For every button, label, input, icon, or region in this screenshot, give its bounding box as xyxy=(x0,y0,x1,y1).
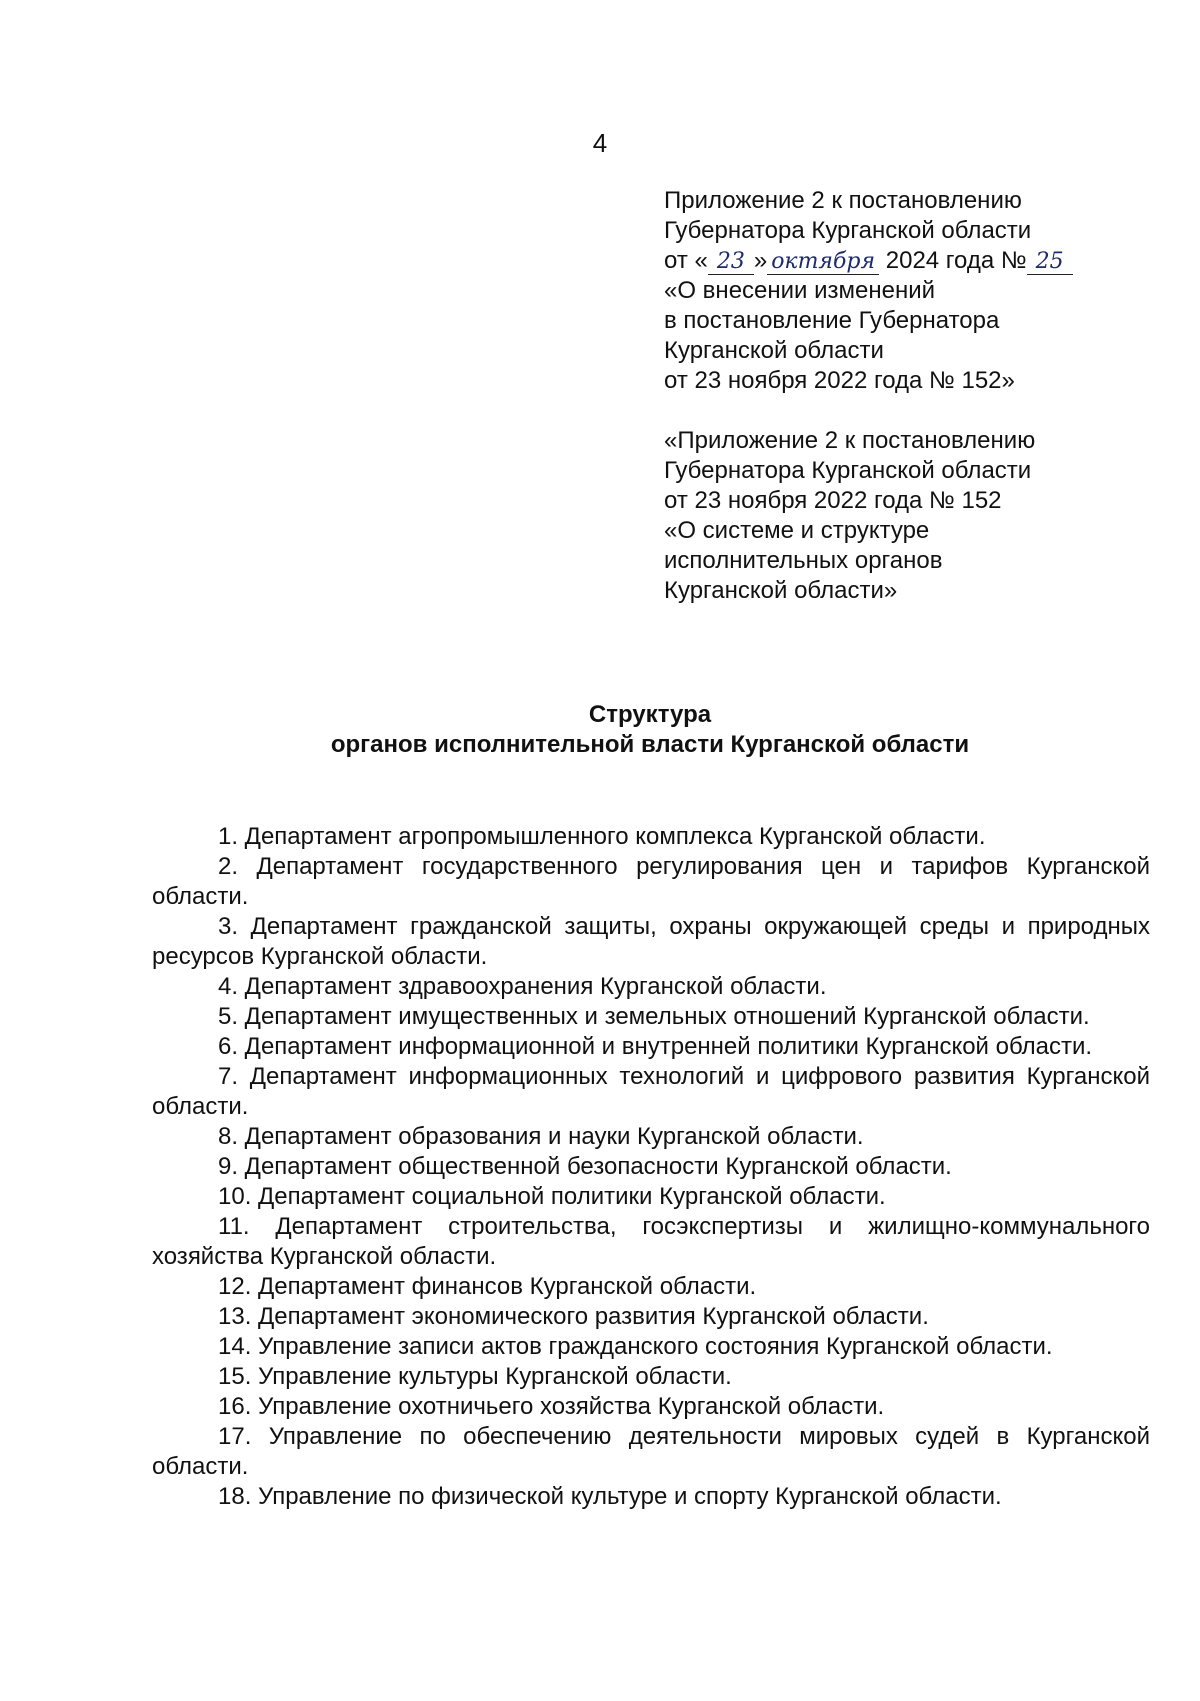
list-item: 16. Управление охотничьего хозяйства Курганской области. xyxy=(218,1393,885,1420)
quote-line: от 23 ноября 2022 года № 152 xyxy=(664,487,1002,514)
list-item: 3. Департамент гражданской защиты, охраны окружающей среды и природных ресурсов Курганской области. xyxy=(152,913,1150,970)
handwritten-number: 25 xyxy=(1027,250,1073,275)
list-item: 11. Департамент строительства, госэкспертизы и жилищно-коммунального хозяйства Курганской области. xyxy=(152,1213,1150,1270)
date-quote-close: » xyxy=(753,247,768,274)
list-item: 2. Департамент государственного регулирования цен и тарифов Курганской области. xyxy=(152,853,1150,910)
date-year: 2024 года № xyxy=(885,247,1027,274)
list-item: 14. Управление записи актов гражданского состояния Курганской области. xyxy=(218,1333,1053,1360)
page-number: 4 xyxy=(592,128,608,158)
list-item: 7. Департамент информационных технологий и цифрового развития Курганской области. xyxy=(152,1063,1150,1120)
appendix-header xyxy=(664,186,1184,606)
appendix-line: Приложение 2 к постановлению xyxy=(664,187,1022,214)
departments-list xyxy=(152,822,1150,1512)
list-item: 9. Департамент общественной безопасности Курганской области. xyxy=(218,1153,952,1180)
spacer xyxy=(664,396,1184,426)
quote-line: «Приложение 2 к постановлению xyxy=(664,427,1036,454)
list-item: 12. Департамент финансов Курганской области. xyxy=(218,1273,757,1300)
document-title xyxy=(0,700,1200,760)
appendix-line: Курганской области xyxy=(664,337,884,364)
date-prefix: от « xyxy=(664,247,708,274)
handwritten-day: 23 xyxy=(708,250,754,275)
list-item: 15. Управление культуры Курганской области. xyxy=(218,1363,732,1390)
list-item: 4. Департамент здравоохранения Курганской области. xyxy=(218,973,827,1000)
list-item: 18. Управление по физической культуре и спорту Курганской области. xyxy=(218,1483,1002,1510)
quote-line: «О системе и структуре xyxy=(664,517,930,544)
handwritten-month: октября xyxy=(767,250,879,275)
list-item: 6. Департамент информационной и внутренней политики Курганской области. xyxy=(218,1033,1093,1060)
quote-line: Губернатора Курганской области xyxy=(664,457,1032,484)
title-line-2: органов исполнительной власти Курганской области xyxy=(330,731,970,758)
list-item: 1. Департамент агропромышленного комплекса Курганской области. xyxy=(218,823,986,850)
list-item: 8. Департамент образования и науки Курганской области. xyxy=(218,1123,864,1150)
appendix-line: в постановление Губернатора xyxy=(664,307,1000,334)
appendix-line: Губернатора Курганской области xyxy=(664,217,1032,244)
list-item: 5. Департамент имущественных и земельных отношений Курганской области. xyxy=(218,1003,1090,1030)
list-item: 17. Управление по обеспечению деятельности мировых судей в Курганской области. xyxy=(152,1423,1150,1480)
appendix-line: от 23 ноября 2022 года № 152» xyxy=(664,367,1015,394)
list-item: 13. Департамент экономического развития Курганской области. xyxy=(218,1303,929,1330)
title-line-1: Структура xyxy=(588,701,712,728)
appendix-line: «О внесении изменений xyxy=(664,277,936,304)
quote-line: исполнительных органов xyxy=(664,547,943,574)
appendix-date-line xyxy=(664,246,1184,276)
list-item: 10. Департамент социальной политики Курганской области. xyxy=(218,1183,886,1210)
quote-line: Курганской области» xyxy=(664,577,898,604)
